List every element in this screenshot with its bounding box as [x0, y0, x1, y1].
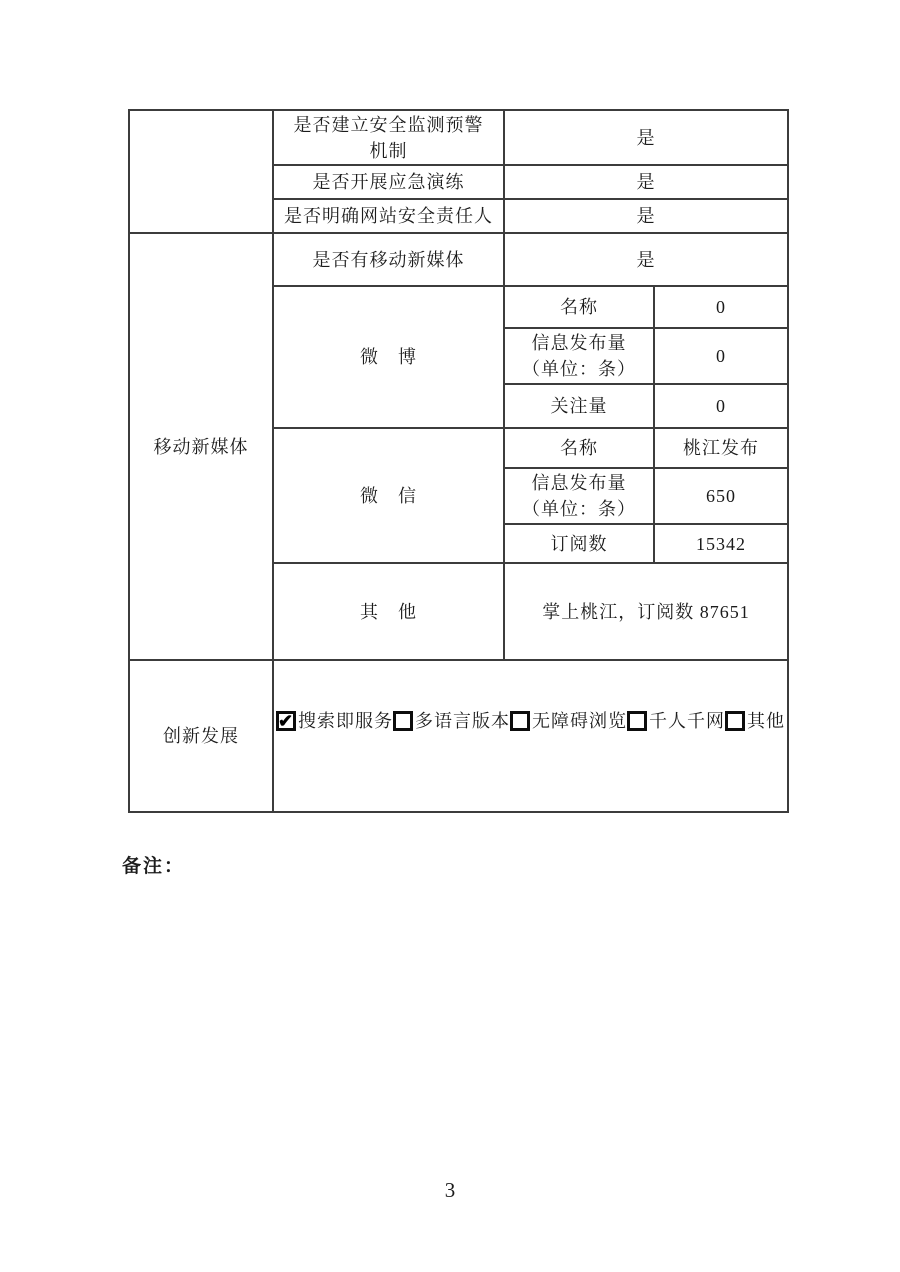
option-label: 搜索即服务 — [298, 711, 393, 731]
annual-report-table — [128, 109, 789, 813]
wechat-label — [274, 429, 503, 562]
answer-security-monitoring — [505, 111, 787, 164]
empty-section-cell — [130, 111, 272, 232]
section-label-mobile-media — [130, 234, 272, 659]
option-other — [725, 708, 785, 734]
question-emergency-drill — [274, 166, 503, 198]
weibo-posts-value — [655, 329, 787, 383]
wechat-subscribers-field — [505, 525, 653, 562]
option-personalized-web — [627, 708, 725, 734]
value-text: 15342 — [696, 533, 746, 554]
answer-text: 是 — [636, 249, 656, 270]
field-text-line2: （单位：条） — [522, 499, 636, 519]
innovation-options-cell — [274, 661, 787, 811]
wechat-subscribers-value — [655, 525, 787, 562]
weibo-name-field — [505, 287, 653, 327]
value-text: 桃江发布 — [683, 438, 759, 458]
answer-security-responsible-person — [505, 200, 787, 232]
checkbox-empty-icon — [510, 711, 530, 731]
option-label: 千人千网 — [649, 711, 725, 731]
page-number: 3 — [444, 1178, 456, 1202]
checkbox-empty-icon — [627, 711, 647, 731]
other-media-label — [274, 564, 503, 659]
weibo-label — [274, 287, 503, 427]
weibo-label-text: 微 博 — [360, 347, 417, 367]
weibo-followers-field — [505, 385, 653, 427]
wechat-name-value — [655, 429, 787, 467]
answer-has-mobile-media — [505, 234, 787, 285]
question-text: 是否明确网站安全责任人 — [284, 206, 493, 226]
option-label: 无障碍浏览 — [532, 711, 627, 731]
field-text: 关注量 — [550, 396, 608, 416]
value-text: 0 — [716, 297, 726, 317]
field-text: 订阅数 — [550, 533, 608, 554]
question-has-mobile-media — [274, 234, 503, 285]
wechat-label-text: 微 信 — [360, 485, 417, 506]
other-media-value — [505, 564, 787, 659]
option-multilingual — [393, 708, 510, 734]
option-accessibility — [510, 708, 627, 734]
section-label-text: 移动新媒体 — [153, 436, 249, 457]
section-label-text: 创新发展 — [163, 726, 239, 746]
answer-emergency-drill — [505, 166, 787, 198]
value-text: 650 — [706, 486, 736, 506]
option-label: 多语言版本 — [415, 711, 510, 731]
weibo-followers-value — [655, 385, 787, 427]
value-text: 0 — [716, 396, 726, 416]
field-text-line1: 信息发布量 — [531, 473, 627, 493]
field-text-line1: 信息发布量 — [531, 333, 627, 353]
question-text: 是否有移动新媒体 — [312, 249, 465, 270]
field-text-line2: （单位：条） — [522, 359, 636, 379]
question-text: 是否建立安全监测预警机制 — [293, 114, 484, 161]
section-label-innovation — [130, 661, 272, 811]
weibo-name-value — [655, 287, 787, 327]
question-text: 是否开展应急演练 — [312, 172, 465, 192]
wechat-posts-field — [505, 469, 653, 523]
question-security-responsible-person — [274, 200, 503, 232]
answer-text: 是 — [636, 127, 656, 148]
notes-label: 备注： — [122, 856, 186, 877]
wechat-name-field — [505, 429, 653, 467]
answer-text: 是 — [636, 206, 656, 226]
checkbox-checked-icon — [276, 711, 296, 731]
checkbox-empty-icon — [725, 711, 745, 731]
other-label-text: 其 他 — [360, 601, 417, 622]
other-value-text: 掌上桃江，订阅数 87651 — [542, 601, 750, 622]
question-security-monitoring — [274, 111, 503, 164]
field-text: 名称 — [560, 438, 598, 458]
option-search-as-service — [276, 708, 393, 734]
field-text: 名称 — [560, 297, 598, 317]
answer-text: 是 — [636, 172, 656, 192]
innovation-options-line — [276, 708, 785, 734]
checkbox-empty-icon — [393, 711, 413, 731]
option-label: 其他 — [747, 711, 785, 731]
value-text: 0 — [716, 346, 726, 366]
weibo-posts-field — [505, 329, 653, 383]
wechat-posts-value — [655, 469, 787, 523]
